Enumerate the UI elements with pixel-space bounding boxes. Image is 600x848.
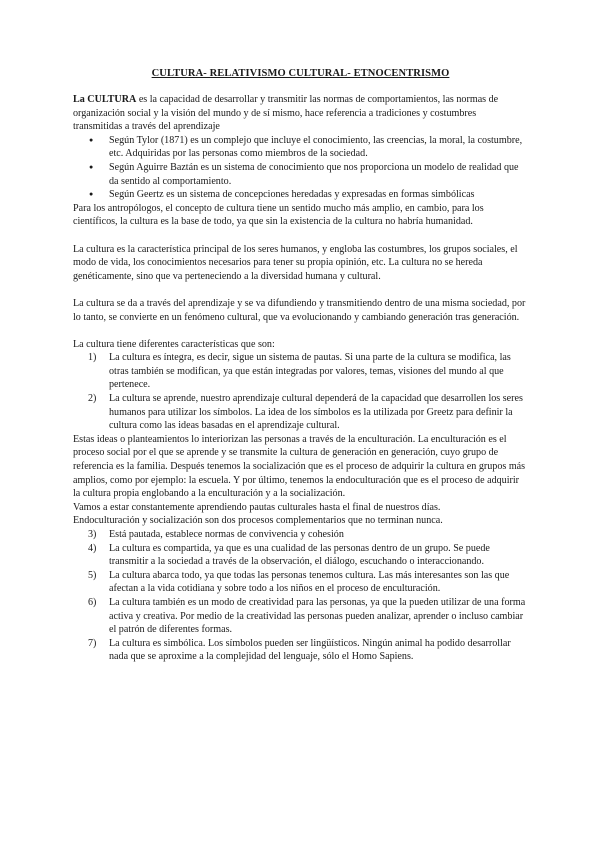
- intro-text: es la capacidad de desarrollar y transmitir las normas de comportamientos, las normas de organización social y la visión del mundo y de sí mismo, hace referencia a tradiciones y costumbres transmitidas a través del aprendizaje: [73, 94, 499, 133]
- list-item: [73, 596, 528, 637]
- list-item-number: 4): [88, 542, 97, 554]
- paragraph-enculturacion: Estas ideas o planteamientos lo interiorizan las personas a través de la enculturación. La enculturación es el proceso social por el que se aprende y se transmite la cultura de generación en generación, cuyo grupo de referencia es la familia. Después tenemos la socialización que es el proceso de adquirir la cultura en grupos más amplios, como por ejemplo: la escuela. Y por último, tenemos la endoculturación que es el proceso de adquirir la cultura propia englobando a la enculturación y a la socialización.: [73, 433, 526, 500]
- list-item: [73, 351, 528, 392]
- paragraph-spacer: [73, 283, 528, 297]
- paragraph-antropologos: Para los antropólogos, el concepto de cultura tiene un sentido mucho más amplio, en cambio, para los científicos, la cultura es la base de todo, ya que sin la existencia de la cultura no habría humanidad.: [73, 202, 484, 228]
- intro-paragraph: [73, 93, 528, 134]
- definitions-bullet-list: [73, 134, 528, 202]
- list-item-text: La cultura es íntegra, es decir, sigue un sistema de pautas. Si una parte de la cultura se modifica, las otras también se modifican, ya que están integradas por valores, temas, visiones del mundo al que pertenece.: [109, 352, 511, 391]
- bullet-item-geertz: ● Según Geertz es un sistema de concepciones heredadas y expresadas en formas simbólicas: [73, 188, 528, 202]
- document-title: CULTURA- RELATIVISMO CULTURAL- ETNOCENTRISMO: [151, 68, 450, 79]
- paragraph-caracteristicas-intro: La cultura tiene diferentes características que son:: [73, 338, 275, 350]
- list-item-text: La cultura es compartida, ya que es una cualidad de las personas dentro de un grupo. Se puede transmitir a la sociedad a través de la observación, el diálogo, escuchando o interaccionando.: [109, 542, 490, 568]
- list-item: [73, 542, 528, 569]
- list-item-number: 5): [88, 569, 97, 581]
- list-item-text: La cultura es simbólica. Los símbolos pueden ser lingüísticos. Ningún animal ha podido desarrollar nada que se aproxime a la complejidad del lenguaje, sólo el Homo Sapiens.: [109, 637, 511, 663]
- list-item: [73, 569, 528, 596]
- paragraph-vamos: Vamos a estar constantemente aprendiendo pautas culturales hasta el final de nuestros días.: [73, 501, 441, 513]
- list-item-text: La cultura también es un modo de creatividad para las personas, ya que la pueden utilizar de una forma activa y creativa. Por medio de la creatividad las personas pueden analizar, aprender o incluso cambiar el patrón de diferentes formas.: [109, 596, 526, 636]
- paragraph-caracteristica: La cultura es la característica principal de los seres humanos, y engloba las costumbres, los grupos sociales, el modo de vida, los conocimientos necesarios para tener su propia opinión, etc. La cultura no se hereda genéticamente, sino que va perteneciendo a la diversidad humana y cultural.: [73, 243, 518, 282]
- list-item-number: 2): [88, 393, 97, 405]
- paragraph-spacer: [73, 229, 528, 243]
- list-item: [73, 637, 528, 664]
- characteristics-list-b: [73, 528, 528, 664]
- bullet-item-aguirre: ● Según Aguirre Baztán es un sistema de conocimiento que nos proporciona un modelo de realidad que da sentido al comportamiento.: [73, 161, 528, 188]
- bullet-item-tylor: ● Según Tylor (1871) es un complejo que incluye el conocimiento, las creencias, la moral, la costumbre, etc. Adquiridas por las personas como miembros de la sociedad.: [73, 134, 528, 161]
- list-item: [73, 392, 528, 433]
- list-item-text: Está pautada, establece normas de convivencia y cohesión: [109, 529, 344, 540]
- list-item-number: 6): [88, 596, 97, 608]
- list-item-number: 1): [88, 352, 97, 364]
- paragraph-aprendizaje: La cultura se da a través del aprendizaje y se va difundiendo y transmitiendo dentro de una misma sociedad, por lo tanto, se convierte en un fenómeno cultural, que va evolucionando y cambiando generación tras generación.: [73, 297, 526, 323]
- paragraph-endoculturacion: Endoculturación y socialización son dos procesos complementarios que no terminan nunca.: [73, 515, 443, 527]
- list-item-text: La cultura se aprende, nuestro aprendizaje cultural dependerá de la capacidad que desarrollen los seres humanos para utilizar los símbolos. La idea de los símbolos es la utilizada por Greetz para definir la cultura como las ideas basadas en el aprendizaje cultural.: [109, 393, 523, 432]
- list-item: [73, 528, 528, 542]
- characteristics-list-a: [73, 351, 528, 433]
- list-item-number: 7): [88, 637, 97, 649]
- paragraph-spacer: [73, 324, 528, 338]
- intro-bold-term: La CULTURA: [73, 94, 137, 105]
- list-item-number: 3): [88, 529, 97, 540]
- list-item-text: La cultura abarca todo, ya que todas las personas tenemos cultura. Las más interesantes son las que afectan a la vida cotidiana y sobre todo a los niños en el proceso de enculturación.: [109, 569, 510, 595]
